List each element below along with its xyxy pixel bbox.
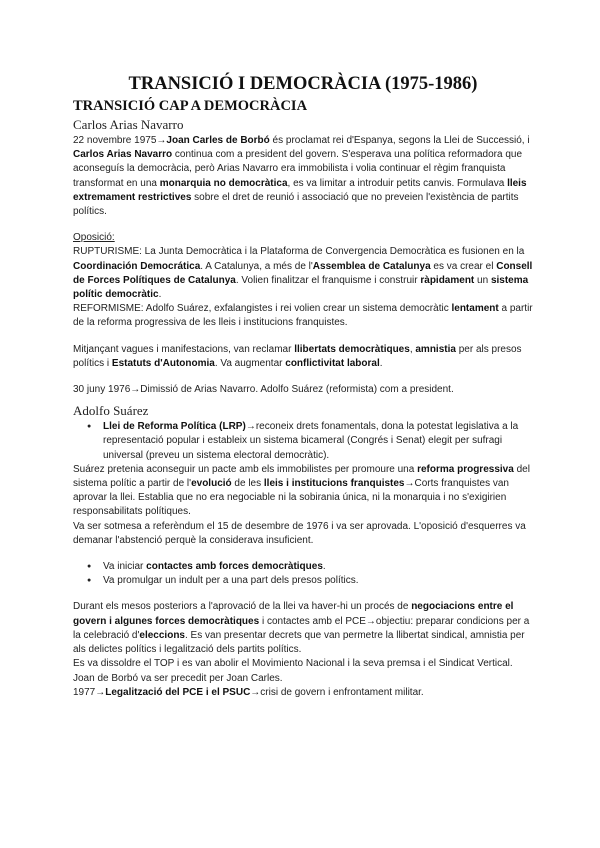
oposicio-label: Oposició: bbox=[73, 232, 115, 244]
paragraph-arias-intro: 22 novembre 1975→Joan Carles de Borbó és proclamat rei d'Espanya, segons la Llei de Successió, i Carlos Arias Navarro continua com a president del govern. S'esperava una política reformadora que aconseguís la democràcia, però Arias Navarro era immobilista i volia continuar el règim franquista transformat en una monarquia no democràtica, es va limitar a introduir petits canvis. Formulava lleis extremament restrictives sobre el dret de reunió i associació que no preveien l'existència de partits polítics. bbox=[73, 135, 530, 218]
arrow-icon: → bbox=[250, 686, 261, 698]
subheading-adolfo-suarez: Adolfo Suárez bbox=[73, 403, 149, 419]
paragraph-reformisme: REFORMISME: Adolfo Suárez, exfalangistes i rei volien crear un sistema democràtic lentament a partir de la reforma progressiva de les lleis i institucions franquistes. bbox=[73, 303, 533, 329]
paragraph-referendum: Va ser sotmesa a referèndum el 15 de desembre de 1976 i va ser aprovada. L'oposició d'esquerres va demanar l'abstenció perquè la considerava insuficient. bbox=[73, 520, 526, 546]
page-title: TRANSICIÓ I DEMOCRÀCIA (1975-1986) bbox=[128, 74, 478, 94]
list-item: ● Va promulgar un indult per a una part dels presos polítics. bbox=[103, 574, 533, 588]
list-item: ● Llei de Reforma Política (LRP)→reconeix drets fonamentals, dona la potestat legislativa a la representació popular i estableix un sistema bicameral (Congrés i Senat) elegit per sufragi universal (preveu un sistema electoral democràtic). bbox=[103, 420, 533, 463]
section-heading: TRANSICIÓ CAP A DEMOCRÀCIA bbox=[73, 98, 308, 114]
bullet-list-actions bbox=[73, 560, 533, 588]
paragraph-dimissio: 30 juny 1976→Dimissió de Arias Navarro. Adolfo Suárez (reformista) com a president. bbox=[73, 384, 454, 396]
paragraph-vagues: Mitjançant vagues i manifestacions, van reclamar llibertats democràtiques, amnistia per als presos polítics i Estatuts d'Autonomia. Va augmentar conflictivitat laboral. bbox=[73, 343, 522, 369]
arrow-icon: → bbox=[156, 135, 167, 146]
paragraph-1977: 1977→Legalització del PCE i el PSUC→crisi de govern i enfrontament militar. bbox=[73, 686, 424, 698]
arrow-icon: → bbox=[95, 686, 106, 698]
paragraph-joan-borbo: Joan de Borbó va ser precedit per Joan Carles. bbox=[73, 672, 283, 684]
arrow-icon: → bbox=[365, 615, 376, 627]
arrow-icon: → bbox=[404, 478, 415, 490]
subheading-arias-navarro: Carlos Arias Navarro bbox=[73, 117, 184, 132]
paragraph-negociacions: Durant els mesos posteriors a l'aprovació de la llei va haver-hi un procés de negociacions entre el govern i algunes forces democràtiques i contactes amb el PCE→objectiu: preparar condicions per a la celebració d'eleccions. Es van presentar decrets que van permetre la llibertat sindical, amnistia per als delictes polítics i legalització dels partits polítics. bbox=[73, 601, 530, 656]
bullet-list-lrp bbox=[73, 420, 533, 463]
arrow-icon: → bbox=[130, 384, 141, 396]
arrow-icon: → bbox=[245, 421, 256, 433]
list-item: ● Va iniciar contactes amb forces democràtiques. bbox=[103, 560, 533, 574]
paragraph-rupturisme: RUPTURISME: La Junta Democràtica i la Plataforma de Convergencia Democràtica es fusionen en la Coordinación Democrática. A Catalunya, a més de l'Assemblea de Catalunya es va crear el Consell de Forces Polítiques de Catalunya. Volien finalitzar el franquisme i construir ràpidament un sistema polític democràtic. bbox=[73, 246, 533, 301]
paragraph-pacte: Suárez pretenia aconseguir un pacte amb els immobilistes per promoure una reforma progressiva del sistema polític a partir de l'evolució de les lleis i institucions franquistes→Corts franquistes van aprovar la llei. Establia que no era negociable ni la sobirania única, ni la monarquia i no s'exigirien responsabilitats polítiques. bbox=[73, 463, 530, 518]
paragraph-top: Es va dissoldre el TOP i es van abolir el Movimiento Nacional i la seva premsa i el Sindicat Vertical. bbox=[73, 658, 513, 670]
document-content bbox=[73, 72, 533, 700]
